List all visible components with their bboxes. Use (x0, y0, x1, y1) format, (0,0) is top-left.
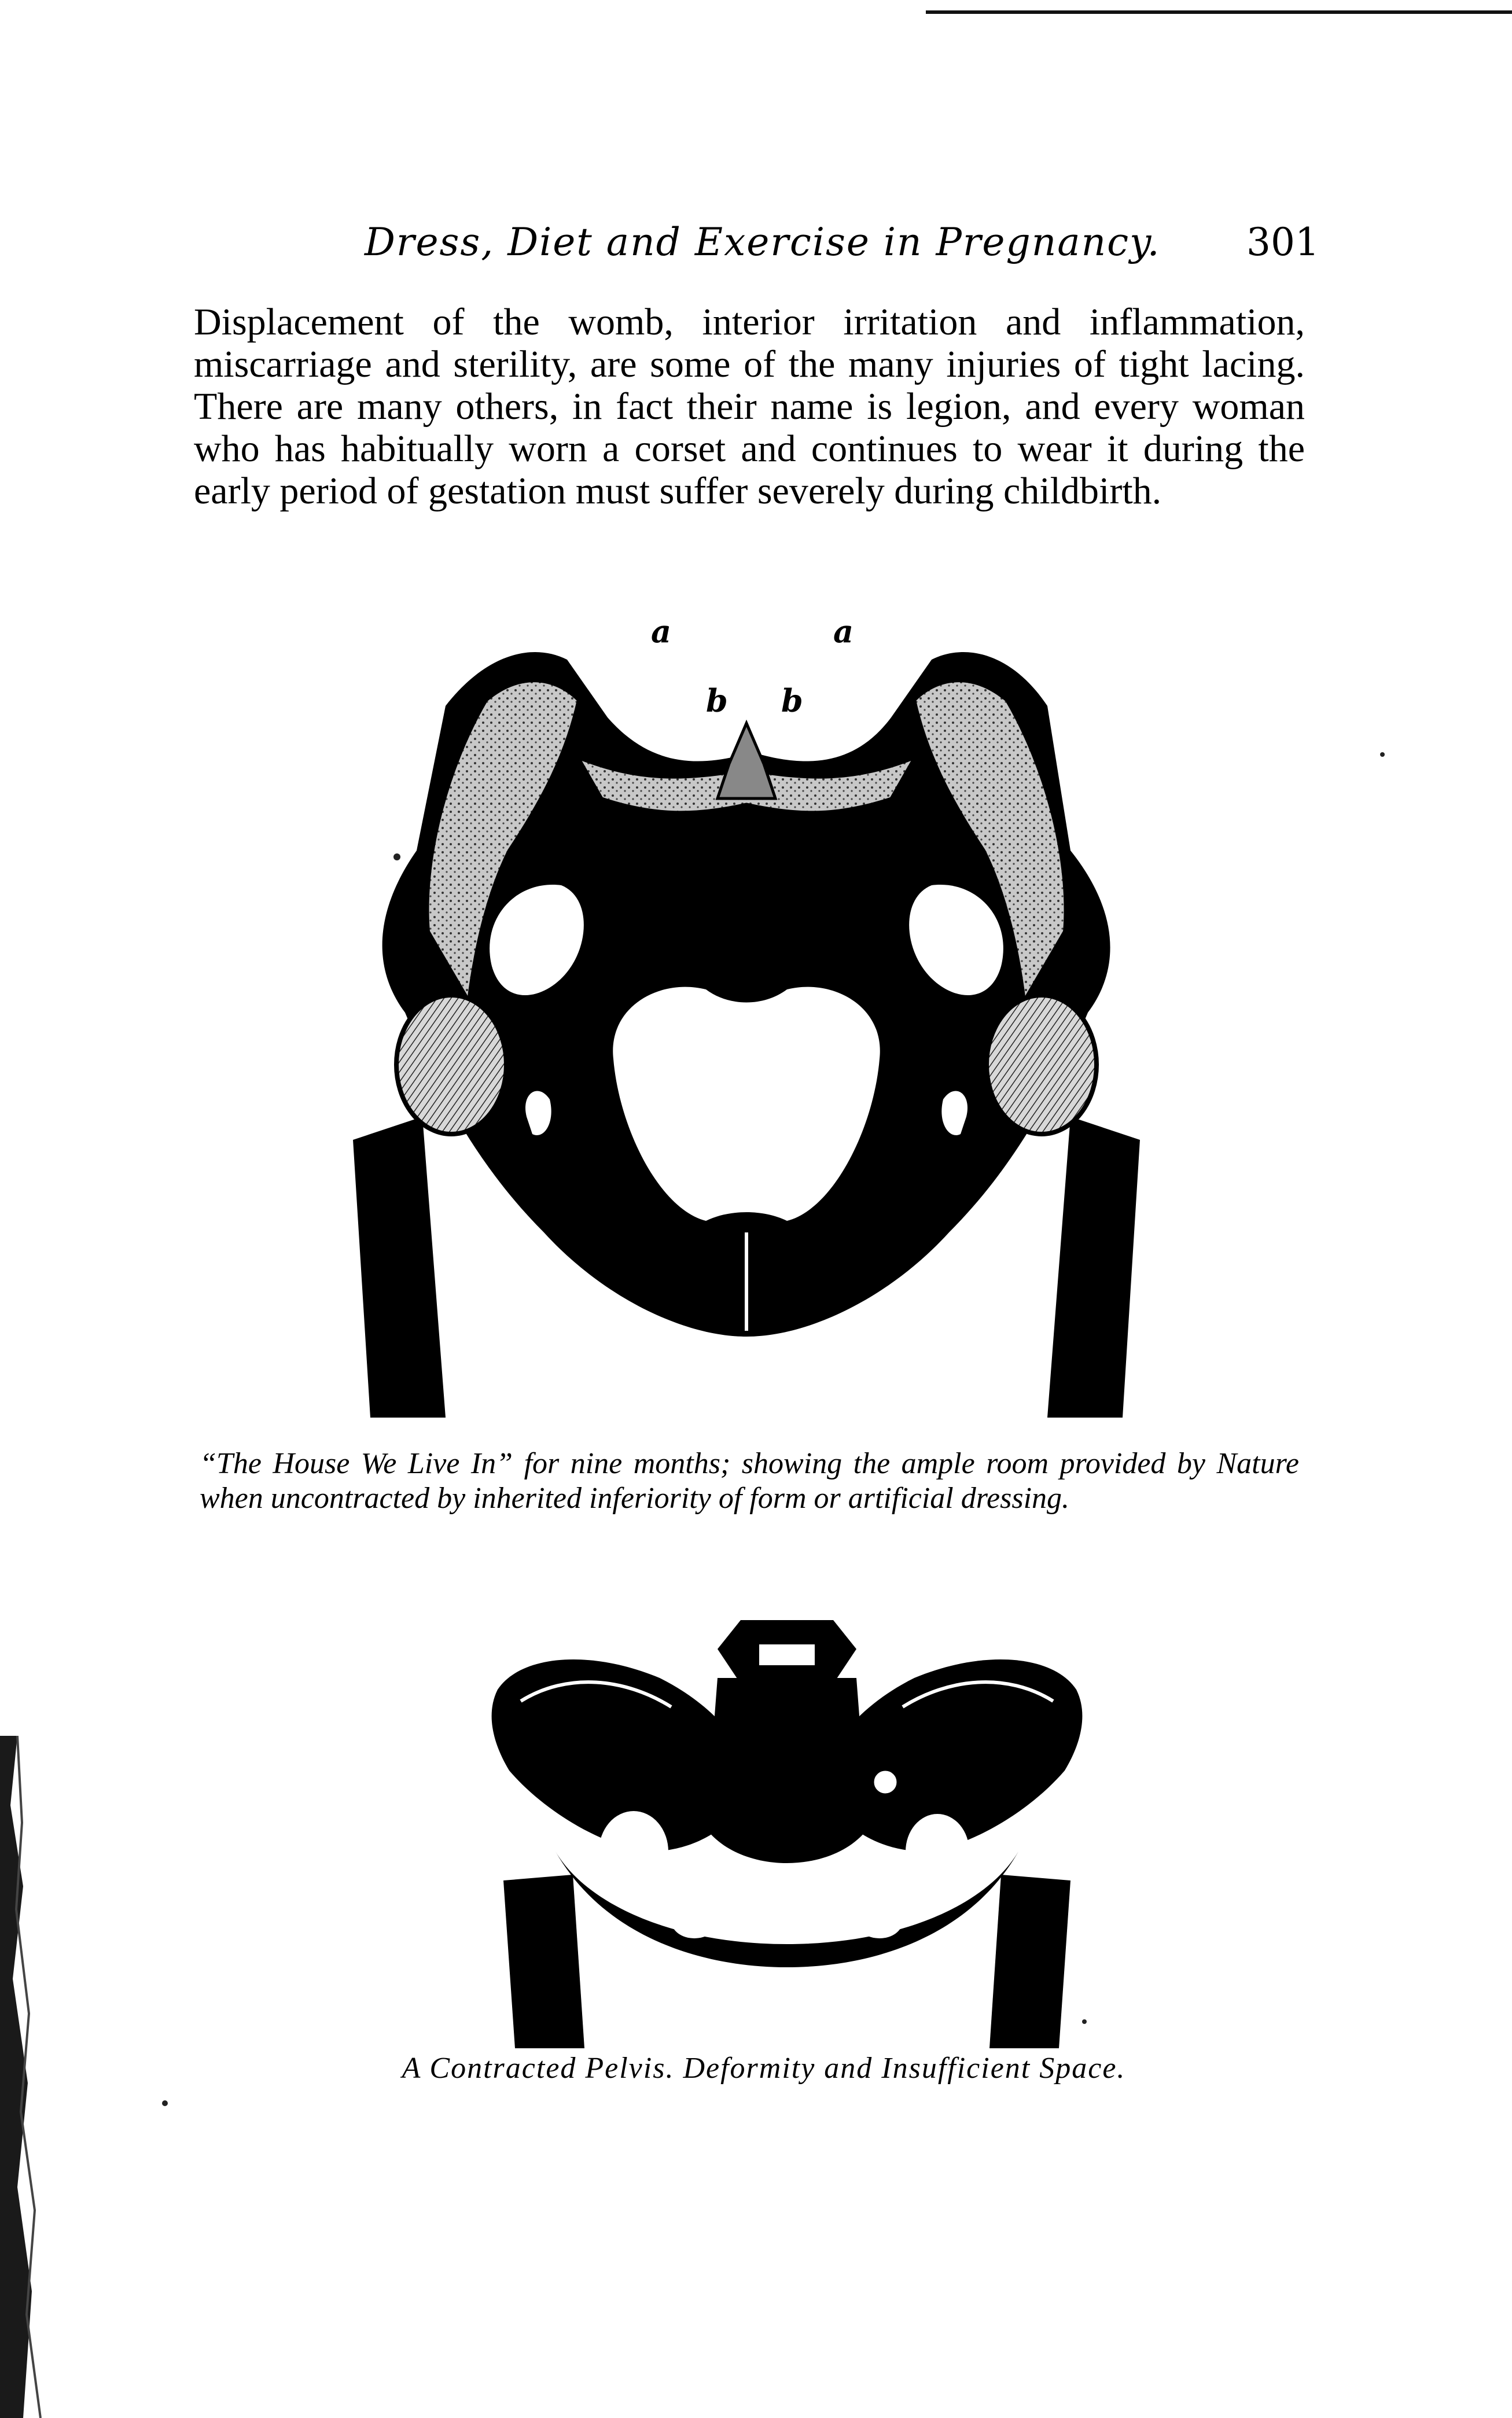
body-paragraph: Displacement of the womb, interior irritation and inflammation, miscarriage and sterility, are some of the many injuries of tight lacing. There are many others, in fact their name is legion, and every woman who has habitually worn a corset and continues to wear it during the early period of gestation must suffer severely during childbirth. (194, 301, 1305, 512)
ink-speck (162, 2100, 168, 2106)
pelvis-illustration-normal (336, 608, 1157, 1429)
figure-label-a-left: a (651, 613, 671, 650)
figure1-caption: “The House We Live In” for nine months; showing the ample room provided by Nature when uncontracted by inherited inferiority of form or artificial dressing. (200, 1447, 1299, 1515)
pelvis-illustration-contracted (486, 1609, 1088, 2054)
figure-label-b-right: b (781, 682, 803, 719)
figure2-caption: A Contracted Pelvis. Deformity and Insufficient Space. (402, 2052, 1126, 2085)
running-title: Dress, Diet and Exercise in Pregnancy. (365, 220, 1161, 264)
figure-label-b-left: b (706, 682, 728, 719)
left-femur-shaft (353, 1117, 446, 1418)
ink-speck (1082, 2019, 1087, 2024)
figure-label-a-right: a (833, 613, 854, 650)
binding-edge-shadow (0, 1736, 52, 2418)
page-number: 301 (1246, 220, 1319, 264)
ink-speck (393, 853, 400, 860)
running-head (365, 220, 1319, 284)
top-edge-rule (926, 10, 1512, 14)
right-femur-shaft (1047, 1117, 1140, 1418)
ink-speck (1380, 752, 1385, 757)
